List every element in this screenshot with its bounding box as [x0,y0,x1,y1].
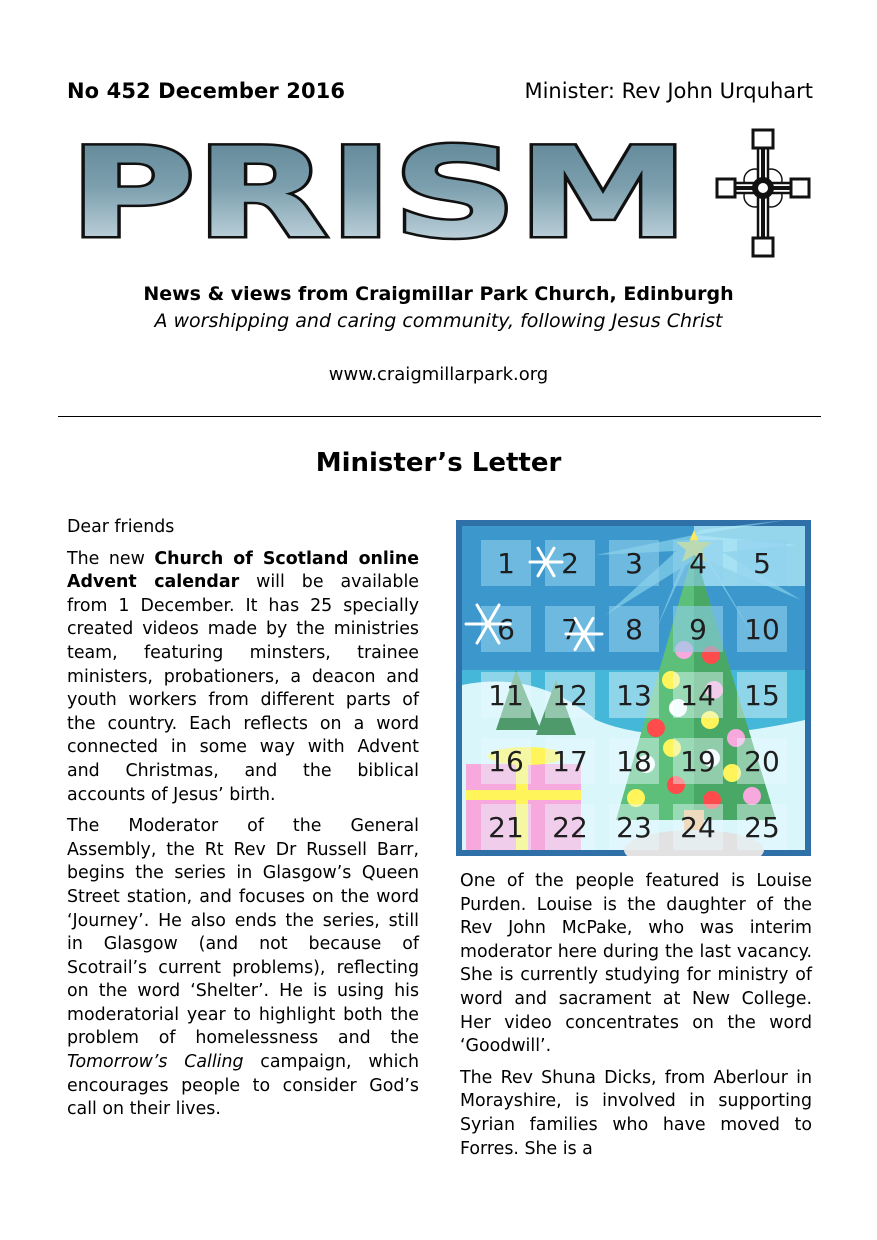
paragraph-shuna-dicks: The Rev Shuna Dicks, from Aberlour in Morayshire, is involved in supporting Syrian families who have moved to Forres. She is a [460,1067,812,1159]
p1-bold-text: Church of Scotland online Advent calendar [67,548,419,593]
calendar-door-number: 24 [680,811,716,844]
article-title: Minister’s Letter [315,448,562,478]
prism-masthead-logo [66,140,692,250]
masthead-text: PRISM [69,140,689,250]
article-left-column [67,516,419,1130]
church-motto: A worshipping and caring community, following Jesus Christ [154,310,723,332]
calendar-door-number: 3 [625,547,643,580]
calendar-door-number: 9 [689,613,707,646]
paragraph-moderator [67,815,419,1122]
calendar-door-number: 5 [753,547,771,580]
calendar-door-number: 11 [488,679,524,712]
p2-text-end: campaign, which encourages people to consider God’s call on their lives. [67,1052,419,1120]
calendar-door-number: 4 [689,547,707,580]
calendar-door-number: 18 [616,745,652,778]
calendar-door-number: 8 [625,613,643,646]
paragraph-louise-purden: One of the people featured is Louise Purden. Louise is the daughter of the Rev John McPake, who was interim moderator here during the last vacancy. She is currently studying for ministry of word and sacrament at New College. Her video concentrates on the word ‘Goodwill’. [460,871,812,1057]
newsletter-tagline: News & views from Craigmillar Park Church, Edinburgh [143,283,734,305]
salutation: Dear friends [67,517,175,537]
p2-text: The Moderator of the General Assembly, the Rt Rev Dr Russell Barr, begins the series in Glasgow’s Queen Street station, and focuses on the word ‘Journey’. He also ends the series, still in Glasgow (and not because of Scotrail’s current problems), reflecting on the word ‘Shelter’. He is using his moderatorial year to highlight both the problem of homelessness and the [67,816,419,1049]
calendar-door-number: 12 [552,679,588,712]
calendar-door-number: 16 [488,745,524,778]
advent-calendar-image [456,520,811,856]
calendar-door-number: 20 [744,745,780,778]
p1-text: The new [67,548,155,569]
calendar-door-number: 23 [616,811,652,844]
minister-name: Minister: Rev John Urquhart [524,79,813,103]
celtic-cross-icon [715,128,811,258]
calendar-door-number: 7 [561,613,579,646]
header-divider [58,416,821,417]
p1-text-end: will be available from 1 December. It has 25 specially created videos made by the ministries team, featuring minsters, trainee ministers, probationers, a deacon and youth workers from different parts of the country. Each reflects on a word connected in some way with Advent and Christmas, and the biblical accounts of Jesus’ birth. [67,572,419,805]
calendar-door-number: 13 [616,679,652,712]
calendar-door-number: 17 [552,745,588,778]
calendar-door-number: 21 [488,811,524,844]
p2-italic-text: Tomorrow’s Calling [67,1052,244,1073]
calendar-door-number: 15 [744,679,780,712]
paragraph-advent-calendar [67,548,419,808]
calendar-door-number: 25 [744,811,780,844]
calendar-door-number: 19 [680,745,716,778]
calendar-door-number: 1 [497,547,515,580]
calendar-door-number: 14 [680,679,716,712]
issue-number: No 452 December 2016 [67,79,346,103]
website-link[interactable]: www.craigmillarpark.org [328,364,549,385]
calendar-door-number: 10 [744,613,780,646]
calendar-door-number: 22 [552,811,588,844]
calendar-door-number: 2 [561,547,579,580]
article-right-column [460,870,812,1169]
calendar-door-number: 6 [497,613,515,646]
